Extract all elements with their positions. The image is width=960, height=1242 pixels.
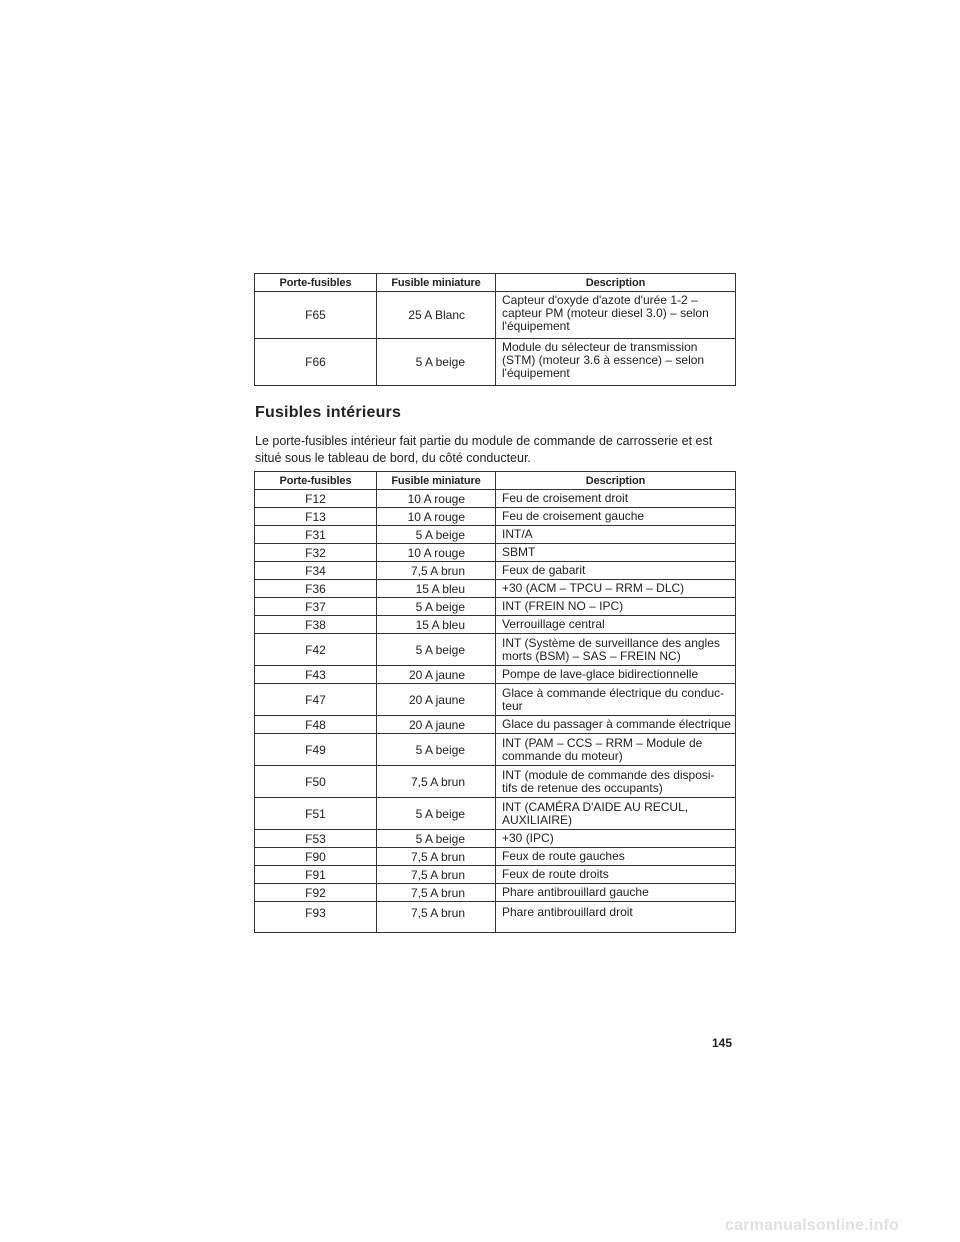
fuse-rating-cell: 5 A beige [377,734,496,766]
fuse-slot-cell: F50 [255,766,377,798]
fuse-description-cell [496,830,736,848]
fuse-rating-cell: 7,5 A brun [377,866,496,884]
fuse-slot-cell: F38 [255,616,377,634]
description-line: commande du moteur) [502,748,623,763]
fuse-description-cell [496,616,736,634]
fuse-slot-cell: F91 [255,866,377,884]
fuse-rating-cell: 7,5 A brun [377,884,496,902]
header-porte-fusibles: Porte-fusibles [255,472,377,490]
description-line: +30 (ACM – TPCU – RRM – DLC) [502,581,685,595]
table-row [255,866,736,884]
description-line: Verrouillage central [502,617,605,631]
fuse-slot-cell: F47 [255,684,377,716]
fuse-rating-cell: 10 A rouge [377,490,496,508]
description-line: INT (FREIN NO – IPC) [502,599,624,613]
description-line: tifs de retenue des occupants) [502,780,663,795]
description-line: +30 (IPC) [502,831,554,845]
description-line: INT (Système de surveillance des angles [502,635,720,650]
table-row [255,734,736,766]
description-line: Module du sélecteur de transmission [502,340,698,354]
fuse-description-cell [496,884,736,902]
fuse-rating-cell: 5 A beige [377,526,496,544]
description-line: l'équipement [502,319,570,333]
table-row [255,508,736,526]
table-body [255,292,736,386]
description-line: Glace du passager à commande électrique [502,717,731,731]
fuse-description-cell [496,562,736,580]
fuse-rating-cell: 20 A jaune [377,716,496,734]
fuse-slot-cell: F32 [255,544,377,562]
description-line: Glace à commande électrique du conduc- [502,685,725,700]
section-intro: Le porte-fusibles intérieur fait partie du module de commande de carrosserie et est situé sous le tableau de bord, du côté conducteur. [255,434,713,465]
fuse-rating-cell: 5 A beige [377,339,496,386]
section-title: Fusibles intérieurs [255,404,402,421]
table-row [255,616,736,634]
table-header-row [255,472,736,490]
fuse-rating-cell: 5 A beige [377,798,496,830]
description-line: INT/A [502,527,533,541]
watermark: carmanualsonline.info [725,1217,900,1234]
description-line: Capteur d'oxyde d'azote d'urée 1-2 – [502,293,698,307]
fuse-description-cell [496,544,736,562]
fuse-description-cell [496,734,736,766]
fuse-rating-cell: 7,5 A brun [377,848,496,866]
fuse-slot-cell: F90 [255,848,377,866]
fuse-slot-cell: F36 [255,580,377,598]
fuse-rating-cell: 5 A beige [377,830,496,848]
table-row [255,902,736,933]
description-line: morts (BSM) – SAS – FREIN NC) [502,648,681,663]
fuse-rating-cell: 7,5 A brun [377,902,496,933]
fuse-slot-cell: F92 [255,884,377,902]
fuse-rating-cell: 25 A Blanc [377,292,496,339]
fuse-slot-cell: F53 [255,830,377,848]
table-header-row [255,274,736,292]
description-line: INT (CAMÉRA D'AIDE AU RECUL, [502,799,689,814]
fuse-slot-cell: F49 [255,734,377,766]
fuse-slot-cell: F65 [255,292,377,339]
fuse-description-cell [496,526,736,544]
fuse-description-cell [496,292,736,339]
description-line: INT (PAM – CCS – RRM – Module de [502,735,703,750]
table-row [255,766,736,798]
fuse-description-cell [496,634,736,666]
table-row [255,684,736,716]
table-body [255,490,736,933]
table-row [255,526,736,544]
header-description: Description [496,472,736,490]
fuse-slot-cell: F37 [255,598,377,616]
fuse-table-interior [254,471,736,933]
table-row [255,830,736,848]
fuse-rating-cell: 20 A jaune [377,684,496,716]
fuse-slot-cell: F48 [255,716,377,734]
table-row [255,339,736,386]
fuse-rating-cell: 7,5 A brun [377,562,496,580]
header-fusible-miniature: Fusible miniature [377,274,496,292]
fuse-slot-cell: F43 [255,666,377,684]
fuse-description-cell [496,490,736,508]
header-fusible-miniature: Fusible miniature [377,472,496,490]
table-row [255,598,736,616]
fuse-description-cell [496,866,736,884]
description-line: Feux de route gauches [502,849,625,863]
table-row [255,666,736,684]
fuse-slot-cell: F51 [255,798,377,830]
page-number: 145 [712,1036,733,1050]
description-line: Feu de croisement droit [502,491,629,505]
table-row [255,562,736,580]
fuse-description-cell [496,598,736,616]
description-line: (STM) (moteur 3.6 à essence) – selon [502,353,705,367]
fuse-slot-cell: F34 [255,562,377,580]
fuse-description-cell [496,666,736,684]
table-row [255,634,736,666]
header-description: Description [496,274,736,292]
fuse-table-engine-compartment [254,273,736,386]
description-line: Phare antibrouillard droit [502,905,633,919]
fuse-slot-cell: F31 [255,526,377,544]
table-row [255,716,736,734]
table-row [255,884,736,902]
description-line: l'équipement [502,366,570,380]
description-line: Pompe de lave-glace bidirectionnelle [502,667,699,681]
fuse-rating-cell: 15 A bleu [377,616,496,634]
fuse-rating-cell: 15 A bleu [377,580,496,598]
description-line: Feux de route droits [502,867,609,881]
description-line: SBMT [502,545,536,559]
description-line: Phare antibrouillard gauche [502,885,649,899]
fuse-slot-cell: F13 [255,508,377,526]
fuse-rating-cell: 20 A jaune [377,666,496,684]
fuse-rating-cell: 7,5 A brun [377,766,496,798]
table-row [255,798,736,830]
table-row [255,544,736,562]
fuse-description-cell [496,766,736,798]
fuse-rating-cell: 10 A rouge [377,508,496,526]
table-row [255,292,736,339]
fuse-slot-cell: F42 [255,634,377,666]
fuse-rating-cell: 5 A beige [377,598,496,616]
fuse-description-cell [496,684,736,716]
description-line: capteur PM (moteur diesel 3.0) – selon [502,306,709,320]
table-row [255,580,736,598]
table-row [255,490,736,508]
fuse-rating-cell: 5 A beige [377,634,496,666]
description-line: Feu de croisement gauche [502,509,645,523]
description-line: INT (module de commande des disposi- [502,767,715,782]
fuse-rating-cell: 10 A rouge [377,544,496,562]
header-porte-fusibles: Porte-fusibles [255,274,377,292]
fuse-description-cell [496,508,736,526]
description-line: Feux de gabarit [502,563,586,577]
fuse-description-cell [496,902,736,933]
fuse-description-cell [496,580,736,598]
description-line: teur [502,698,523,713]
description-line: AUXILIAIRE) [502,812,573,827]
fuse-slot-cell: F66 [255,339,377,386]
fuse-description-cell [496,848,736,866]
fuse-description-cell [496,716,736,734]
fuse-slot-cell: F93 [255,902,377,933]
fuse-slot-cell: F12 [255,490,377,508]
fuse-description-cell [496,798,736,830]
table-row [255,848,736,866]
fuse-description-cell [496,339,736,386]
